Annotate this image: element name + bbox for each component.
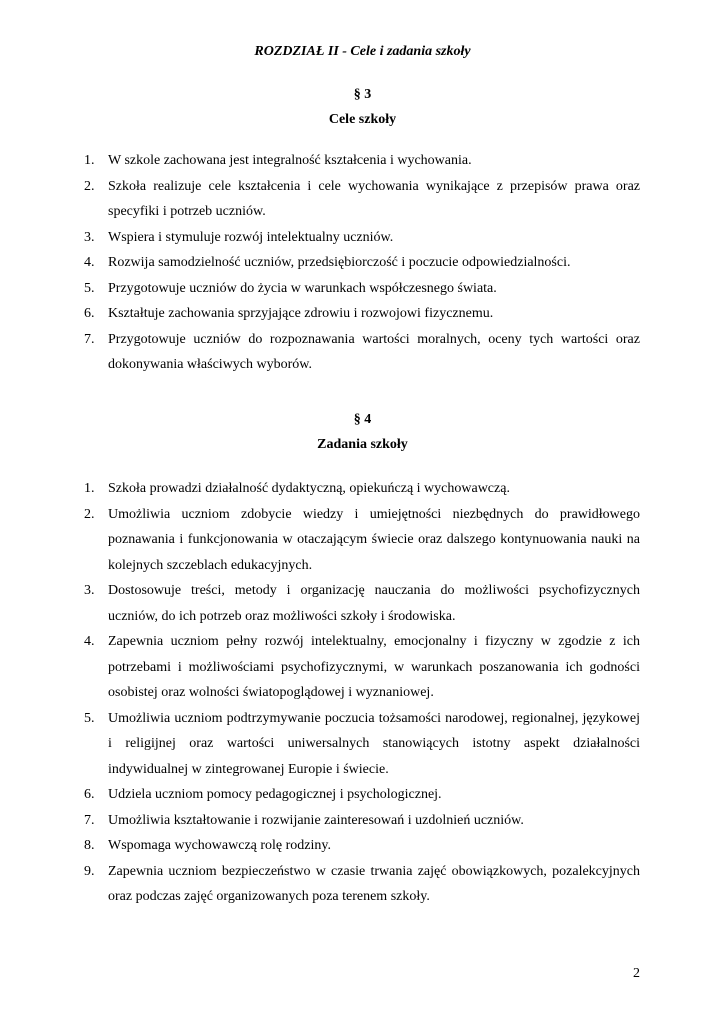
section-3-sign: § 3 (353, 87, 372, 102)
list-item-text: Przygotowuje uczniów do życia w warunkach współczesnego świata. (108, 280, 497, 296)
chapter-title: ROZDZIAŁ II - Cele i zadania szkoły (254, 44, 471, 59)
list-item-text: Przygotowuje uczniów do rozpoznawania wartości moralnych, oceny tych wartości oraz dokonywania właściwych wyborów. (108, 331, 640, 372)
list-item-text: Umożliwia uczniom zdobycie wiedzy i umiejętności niezbędnych do prawidłowego poznawania i funkcjonowania w otaczającym świecie oraz dalszego kontynuowania nauki na kolejnych szczeblach edukacyjnych. (108, 506, 640, 573)
list-item-number: 1. (84, 481, 95, 496)
list-item-number: 8. (84, 838, 95, 853)
list-item-text: Kształtuje zachowania sprzyjające zdrowiu i rozwojowi fizycznemu. (108, 306, 494, 321)
section-4-list (84, 476, 640, 910)
list-item-text: Umożliwia kształtowanie i rozwijanie zainteresowań i uzdolnień uczniów. (108, 812, 524, 828)
list-item-number: 9. (84, 863, 95, 879)
section-3-title: Cele szkoły (328, 112, 397, 127)
list-item (84, 629, 640, 706)
list-item-text: Wspiera i stymuluje rozwój intelektualny uczniów. (108, 229, 394, 245)
list-item (84, 276, 640, 302)
list-item (84, 250, 640, 276)
list-item-number: 6. (84, 787, 95, 802)
list-item (84, 706, 640, 783)
list-item (84, 476, 640, 502)
list-item-number: 2. (84, 506, 95, 522)
list-item (84, 833, 640, 859)
section-4-sign: § 4 (353, 412, 372, 427)
list-item-text: Zapewnia uczniom pełny rozwój intelektualny, emocjonalny i fizyczny w zgodzie z ich potrzebami i możliwościami psychofizycznymi, w warunkach poszanowania ich godności osobistej oraz wolności światopoglądowej i wyznaniowej. (108, 634, 640, 700)
list-item-text: Dostosowuje treści, metody i organizację nauczania do możliwości psychofizycznych uczniów, do ich potrzeb oraz możliwości szkoły i środowiska. (108, 583, 640, 624)
list-item-text: Wspomaga wychowawczą rolę rodziny. (108, 838, 332, 853)
page-number: 2 (633, 966, 640, 981)
list-item (84, 301, 640, 327)
list-item-number: 7. (84, 812, 95, 828)
list-item (84, 502, 640, 579)
list-item-text: W szkole zachowana jest integralność kształcenia i wychowania. (108, 153, 472, 168)
list-item (84, 174, 640, 225)
list-item-text: Umożliwia uczniom podtrzymywanie poczucia tożsamości narodowej, regionalnej, językowej i religijnej oraz wartości uniwersalnych stanowiących istotny aspekt działalności indywidualnej w zintegrowanej Europie i świecie. (108, 710, 640, 777)
list-item (84, 808, 640, 834)
list-item-number: 3. (84, 583, 95, 598)
list-item-number: 7. (84, 331, 95, 347)
list-item-text: Zapewnia uczniom bezpieczeństwo w czasie trwania zajęć obowiązkowych, pozalekcyjnych oraz podczas zajęć organizowanych poza terenem szkoły. (108, 863, 640, 904)
list-item-number: 2. (84, 178, 95, 194)
list-item-number: 4. (84, 634, 95, 649)
list-item-number: 6. (84, 306, 95, 321)
list-item-text: Rozwija samodzielność uczniów, przedsiębiorczość i poczucie odpowiedzialności. (108, 255, 571, 270)
list-item-number: 4. (84, 255, 95, 270)
list-item-text: Udziela uczniom pomocy pedagogicznej i psychologicznej. (108, 787, 442, 802)
list-item-number: 5. (84, 280, 95, 296)
section-3-list (84, 148, 640, 378)
list-item (84, 148, 640, 174)
list-item (84, 327, 640, 378)
list-item-number: 3. (84, 229, 95, 245)
list-item (84, 782, 640, 808)
list-item (84, 578, 640, 629)
section-4-title: Zadania szkoły (317, 437, 408, 452)
list-item-number: 5. (84, 710, 95, 726)
list-item-text: Szkoła prowadzi działalność dydaktyczną, opiekuńczą i wychowawczą. (108, 481, 510, 496)
list-item-number: 1. (84, 153, 95, 168)
list-item (84, 859, 640, 910)
list-item-text: Szkoła realizuje cele kształcenia i cele wychowania wynikające z przepisów prawa oraz specyfiki i potrzeb uczniów. (108, 178, 640, 219)
list-item (84, 225, 640, 251)
